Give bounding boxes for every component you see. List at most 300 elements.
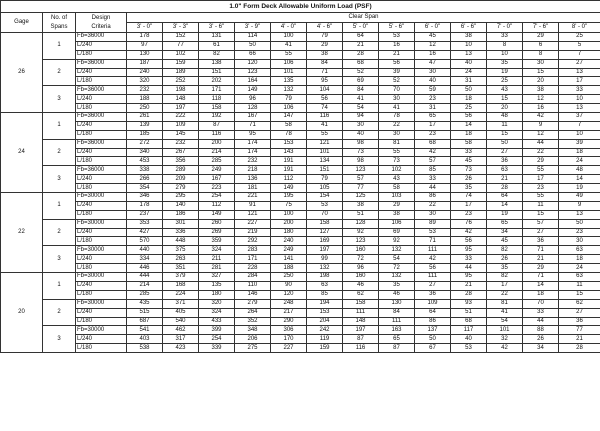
- load-value-cell: 69: [379, 228, 415, 237]
- load-value-cell: 78: [379, 113, 415, 122]
- load-value-cell: 379: [163, 273, 199, 282]
- design-criteria-cell: L/240: [76, 201, 127, 210]
- load-value-cell: 538: [127, 344, 163, 353]
- design-header-line1: Design: [91, 14, 111, 21]
- load-value-cell: 36: [559, 317, 600, 326]
- load-value-cell: 186: [163, 210, 199, 219]
- load-value-cell: 327: [199, 273, 235, 282]
- load-value-cell: 96: [235, 95, 271, 104]
- load-value-cell: 95: [451, 273, 487, 282]
- load-value-cell: 13: [451, 50, 487, 59]
- load-value-cell: 167: [235, 113, 271, 122]
- load-value-cell: 135: [271, 77, 307, 86]
- load-value-cell: 19: [487, 68, 523, 77]
- load-value-cell: 71: [523, 246, 559, 255]
- load-value-cell: 9: [523, 121, 559, 130]
- table-row: [1, 104, 600, 113]
- load-value-cell: 118: [199, 95, 235, 104]
- load-value-cell: 34: [523, 344, 559, 353]
- design-criteria-cell: L/180: [76, 317, 127, 326]
- gage-cell: 22: [1, 193, 43, 273]
- design-criteria-cell: L/240: [76, 255, 127, 264]
- load-value-cell: 10: [559, 95, 600, 104]
- load-value-cell: 154: [307, 193, 343, 202]
- span-column-header: 3' - 0": [127, 23, 163, 33]
- load-value-cell: 21: [487, 175, 523, 184]
- load-value-cell: 26: [487, 255, 523, 264]
- load-value-cell: 58: [451, 139, 487, 148]
- load-value-cell: 164: [235, 77, 271, 86]
- load-value-cell: 292: [235, 237, 271, 246]
- spans-cell: 1: [43, 33, 76, 60]
- design-criteria-cell: Fb=30000: [76, 246, 127, 255]
- load-value-cell: 153: [307, 308, 343, 317]
- load-value-cell: 105: [307, 184, 343, 193]
- table-row: [1, 33, 600, 42]
- load-value-cell: 30: [379, 95, 415, 104]
- load-value-cell: 106: [271, 104, 307, 113]
- load-value-cell: 301: [163, 219, 199, 228]
- load-value-cell: 87: [199, 121, 235, 130]
- load-value-cell: 284: [235, 273, 271, 282]
- load-value-cell: 67: [415, 344, 451, 353]
- table-row: [1, 68, 600, 77]
- load-value-cell: 46: [343, 281, 379, 290]
- load-value-cell: 40: [343, 130, 379, 139]
- load-value-cell: 15: [523, 68, 559, 77]
- load-value-cell: 93: [451, 299, 487, 308]
- table-row: [1, 273, 600, 282]
- design-criteria-cell: L/180: [76, 104, 127, 113]
- design-criteria-cell: L/240: [76, 41, 127, 50]
- load-value-cell: 65: [415, 113, 451, 122]
- load-value-cell: 440: [127, 246, 163, 255]
- load-value-cell: 8: [487, 41, 523, 50]
- design-criteria-cell: Fb=30000: [76, 273, 127, 282]
- load-value-cell: 33: [451, 255, 487, 264]
- table-row: [1, 264, 600, 273]
- load-value-cell: 346: [127, 193, 163, 202]
- load-value-cell: 135: [199, 281, 235, 290]
- load-value-cell: 29: [523, 33, 559, 42]
- load-value-cell: 88: [523, 326, 559, 335]
- load-value-cell: 116: [343, 344, 379, 353]
- load-value-cell: 15: [523, 210, 559, 219]
- load-value-cell: 324: [199, 308, 235, 317]
- load-value-cell: 12: [415, 41, 451, 50]
- load-value-cell: 180: [271, 228, 307, 237]
- load-value-cell: 250: [271, 273, 307, 282]
- span-column-header: 4' - 0": [271, 23, 307, 33]
- load-value-cell: 260: [199, 219, 235, 228]
- design-criteria-cell: L/180: [76, 184, 127, 193]
- load-value-cell: 28: [451, 290, 487, 299]
- load-value-cell: 42: [415, 255, 451, 264]
- load-value-cell: 169: [307, 237, 343, 246]
- load-value-cell: 250: [127, 104, 163, 113]
- load-value-cell: 5: [559, 41, 600, 50]
- load-value-cell: 171: [235, 255, 271, 264]
- load-value-cell: 348: [235, 326, 271, 335]
- load-value-cell: 159: [163, 59, 199, 68]
- load-value-cell: 101: [487, 326, 523, 335]
- load-value-cell: 28: [559, 344, 600, 353]
- load-value-cell: 35: [379, 281, 415, 290]
- load-value-cell: 38: [451, 33, 487, 42]
- load-value-cell: 111: [415, 246, 451, 255]
- load-value-cell: 38: [523, 86, 559, 95]
- load-value-cell: 290: [271, 317, 307, 326]
- table-row: [1, 41, 600, 50]
- load-value-cell: 40: [451, 59, 487, 68]
- load-value-cell: 168: [163, 281, 199, 290]
- load-value-cell: 104: [307, 86, 343, 95]
- design-criteria-cell: L/240: [76, 308, 127, 317]
- load-value-cell: 8: [523, 50, 559, 59]
- design-criteria-cell: L/180: [76, 157, 127, 166]
- load-value-cell: 44: [451, 264, 487, 273]
- load-value-cell: 55: [523, 166, 559, 175]
- load-value-cell: 48: [559, 166, 600, 175]
- load-value-cell: 101: [307, 148, 343, 157]
- load-value-cell: 11: [559, 281, 600, 290]
- load-value-cell: 101: [271, 68, 307, 77]
- load-value-cell: 64: [487, 193, 523, 202]
- load-value-cell: 30: [343, 121, 379, 130]
- load-value-cell: 285: [127, 290, 163, 299]
- load-value-cell: 42: [523, 113, 559, 122]
- load-value-cell: 141: [271, 255, 307, 264]
- load-value-cell: 28: [343, 50, 379, 59]
- load-value-cell: 338: [127, 166, 163, 175]
- load-value-cell: 240: [271, 237, 307, 246]
- load-value-cell: 45: [487, 237, 523, 246]
- load-value-cell: 14: [559, 175, 600, 184]
- span-column-header: 3' - 6": [199, 23, 235, 33]
- design-criteria-cell: Fb=30000: [76, 299, 127, 308]
- table-row: [1, 193, 600, 202]
- load-value-cell: 198: [163, 86, 199, 95]
- design-criteria-cell: L/240: [76, 175, 127, 184]
- spans-cell: 1: [43, 273, 76, 300]
- design-criteria-cell: Fb=36000: [76, 139, 127, 148]
- table-row: [1, 175, 600, 184]
- table-row: [1, 166, 600, 175]
- gage-cell: 24: [1, 113, 43, 193]
- load-value-cell: 188: [271, 264, 307, 273]
- table-row: [1, 308, 600, 317]
- spans-cell: 3: [43, 86, 76, 113]
- load-value-cell: 71: [415, 237, 451, 246]
- load-value-cell: 223: [199, 184, 235, 193]
- load-value-cell: 55: [523, 193, 559, 202]
- load-value-cell: 36: [487, 157, 523, 166]
- load-value-cell: 317: [163, 335, 199, 344]
- load-value-cell: 45: [451, 157, 487, 166]
- load-value-cell: 23: [559, 228, 600, 237]
- design-criteria-cell: Fb=36000: [76, 86, 127, 95]
- load-value-cell: 261: [127, 113, 163, 122]
- load-value-cell: 237: [127, 210, 163, 219]
- load-value-cell: 289: [163, 166, 199, 175]
- load-value-cell: 39: [559, 139, 600, 148]
- load-value-cell: 264: [235, 308, 271, 317]
- load-value-cell: 405: [163, 308, 199, 317]
- load-value-cell: 23: [415, 130, 451, 139]
- load-value-cell: 240: [127, 68, 163, 77]
- spans-cell: 2: [43, 219, 76, 246]
- load-value-cell: 149: [271, 184, 307, 193]
- table-row: [1, 290, 600, 299]
- load-value-cell: 214: [127, 281, 163, 290]
- load-value-cell: 178: [127, 33, 163, 42]
- design-criteria-cell: Fb=36000: [76, 166, 127, 175]
- clear-span-header: Clear Span: [127, 13, 600, 23]
- load-value-cell: 242: [307, 326, 343, 335]
- load-value-cell: 224: [163, 290, 199, 299]
- load-value-cell: 46: [379, 290, 415, 299]
- load-value-cell: 70: [307, 210, 343, 219]
- load-value-cell: 35: [451, 184, 487, 193]
- load-value-cell: 30: [523, 59, 559, 68]
- load-value-cell: 149: [199, 210, 235, 219]
- design-criteria-cell: L/180: [76, 210, 127, 219]
- load-value-cell: 73: [379, 157, 415, 166]
- load-value-cell: 13: [559, 210, 600, 219]
- table-row: [1, 255, 600, 264]
- load-value-cell: 18: [559, 255, 600, 264]
- load-value-cell: 13: [559, 68, 600, 77]
- load-value-cell: 34: [487, 228, 523, 237]
- load-value-cell: 53: [415, 228, 451, 237]
- load-value-cell: 13: [559, 104, 600, 113]
- load-value-cell: 145: [163, 130, 199, 139]
- load-value-cell: 95: [235, 130, 271, 139]
- spans-cell: 3: [43, 166, 76, 193]
- table-row: [1, 228, 600, 237]
- load-value-cell: 17: [559, 77, 600, 86]
- load-value-cell: 158: [199, 104, 235, 113]
- load-value-cell: 252: [163, 77, 199, 86]
- load-value-cell: 43: [487, 86, 523, 95]
- load-value-cell: 27: [559, 59, 600, 68]
- load-value-cell: 29: [523, 157, 559, 166]
- load-value-cell: 109: [163, 121, 199, 130]
- load-value-cell: 25: [451, 104, 487, 113]
- table-row: [1, 344, 600, 353]
- load-value-cell: 423: [163, 344, 199, 353]
- design-criteria-cell: L/240: [76, 335, 127, 344]
- span-column-header: 7' - 0": [487, 23, 523, 33]
- load-value-cell: 185: [127, 130, 163, 139]
- load-value-cell: 541: [127, 326, 163, 335]
- load-value-cell: 85: [307, 290, 343, 299]
- load-value-cell: 78: [271, 130, 307, 139]
- load-value-cell: 53: [379, 33, 415, 42]
- table-row: [1, 237, 600, 246]
- load-value-cell: 63: [559, 246, 600, 255]
- load-value-cell: 121: [235, 210, 271, 219]
- load-value-cell: 453: [127, 157, 163, 166]
- load-value-cell: 151: [199, 68, 235, 77]
- load-value-cell: 192: [199, 113, 235, 122]
- load-value-cell: 50: [559, 219, 600, 228]
- load-value-cell: 75: [271, 201, 307, 210]
- load-value-cell: 170: [271, 335, 307, 344]
- load-value-cell: 73: [343, 148, 379, 157]
- load-value-cell: 283: [235, 246, 271, 255]
- load-value-cell: 158: [343, 299, 379, 308]
- load-value-cell: 92: [379, 237, 415, 246]
- load-value-cell: 14: [451, 121, 487, 130]
- load-value-cell: 71: [307, 68, 343, 77]
- load-value-cell: 248: [271, 299, 307, 308]
- load-value-cell: 94: [343, 113, 379, 122]
- load-value-cell: 254: [199, 193, 235, 202]
- load-value-cell: 30: [559, 237, 600, 246]
- table-row: [1, 50, 600, 59]
- design-criteria-cell: L/180: [76, 290, 127, 299]
- load-value-cell: 254: [199, 335, 235, 344]
- load-value-cell: 36: [523, 237, 559, 246]
- design-criteria-cell: Fb=30000: [76, 219, 127, 228]
- spans-cell: 3: [43, 326, 76, 353]
- load-value-cell: 30: [415, 210, 451, 219]
- load-value-cell: 6: [523, 41, 559, 50]
- load-value-cell: 48: [487, 113, 523, 122]
- load-value-cell: 111: [415, 273, 451, 282]
- load-value-cell: 68: [415, 139, 451, 148]
- table-row: [1, 184, 600, 193]
- span-column-header: 5' - 0": [343, 23, 379, 33]
- load-value-cell: 120: [271, 290, 307, 299]
- load-value-cell: 16: [523, 104, 559, 113]
- table-row: [1, 326, 600, 335]
- spans-cell: 2: [43, 139, 76, 166]
- load-value-cell: 91: [235, 201, 271, 210]
- load-value-cell: 56: [451, 113, 487, 122]
- load-value-cell: 56: [415, 264, 451, 273]
- load-value-cell: 54: [487, 317, 523, 326]
- load-value-cell: 21: [559, 335, 600, 344]
- load-value-cell: 132: [307, 264, 343, 273]
- load-value-cell: 148: [343, 317, 379, 326]
- gage-header: Gage: [1, 13, 43, 33]
- load-value-cell: 359: [199, 237, 235, 246]
- load-value-cell: 351: [163, 264, 199, 273]
- load-value-cell: 33: [487, 33, 523, 42]
- load-value-cell: 540: [163, 317, 199, 326]
- load-value-cell: 279: [163, 184, 199, 193]
- design-criteria-cell: Fb=30000: [76, 193, 127, 202]
- load-value-cell: 123: [343, 237, 379, 246]
- load-value-cell: 39: [379, 68, 415, 77]
- load-value-cell: 515: [127, 308, 163, 317]
- load-value-cell: 100: [271, 33, 307, 42]
- load-value-cell: 71: [235, 121, 271, 130]
- design-criteria-cell: L/240: [76, 148, 127, 157]
- load-value-cell: 73: [451, 166, 487, 175]
- load-value-cell: 202: [199, 77, 235, 86]
- load-value-cell: 132: [379, 273, 415, 282]
- load-value-cell: 51: [451, 308, 487, 317]
- load-value-cell: 82: [199, 50, 235, 59]
- title-row: [1, 1, 600, 13]
- design-criteria-cell: Fb=36000: [76, 113, 127, 122]
- load-value-cell: 123: [343, 166, 379, 175]
- load-value-cell: 249: [271, 246, 307, 255]
- load-value-cell: 64: [343, 33, 379, 42]
- load-value-cell: 10: [487, 50, 523, 59]
- load-value-cell: 138: [199, 59, 235, 68]
- load-value-cell: 130: [127, 50, 163, 59]
- load-value-cell: 187: [127, 59, 163, 68]
- load-value-cell: 158: [307, 219, 343, 228]
- spans-cell: 1: [43, 113, 76, 140]
- table-row: [1, 130, 600, 139]
- load-value-cell: 195: [271, 193, 307, 202]
- load-value-cell: 74: [307, 104, 343, 113]
- design-criteria-cell: L/240: [76, 68, 127, 77]
- table-row: [1, 201, 600, 210]
- load-value-cell: 66: [235, 50, 271, 59]
- load-value-cell: 63: [487, 166, 523, 175]
- load-value-cell: 53: [307, 201, 343, 210]
- load-value-cell: 354: [127, 184, 163, 193]
- load-value-cell: 272: [127, 139, 163, 148]
- load-value-cell: 68: [343, 59, 379, 68]
- spans-header-line2: Spans: [50, 23, 68, 30]
- load-value-cell: 37: [559, 113, 600, 122]
- load-value-cell: 49: [559, 193, 600, 202]
- load-value-cell: 27: [559, 308, 600, 317]
- load-value-cell: 44: [415, 184, 451, 193]
- design-criteria-cell: Fb=30000: [76, 326, 127, 335]
- design-criteria-cell: L/240: [76, 281, 127, 290]
- table-row: [1, 246, 600, 255]
- spans-cell: 1: [43, 193, 76, 220]
- load-value-cell: 194: [307, 299, 343, 308]
- load-value-cell: 41: [487, 308, 523, 317]
- load-value-cell: 21: [523, 255, 559, 264]
- load-value-cell: 21: [343, 41, 379, 50]
- load-value-cell: 87: [343, 335, 379, 344]
- load-value-cell: 178: [127, 201, 163, 210]
- load-value-cell: 27: [523, 228, 559, 237]
- load-value-cell: 433: [199, 317, 235, 326]
- load-value-cell: 222: [163, 113, 199, 122]
- load-value-cell: 324: [199, 246, 235, 255]
- load-value-cell: 163: [379, 326, 415, 335]
- load-value-cell: 197: [343, 326, 379, 335]
- load-value-cell: 63: [559, 273, 600, 282]
- load-value-cell: 52: [343, 68, 379, 77]
- load-value-cell: 47: [415, 59, 451, 68]
- load-value-cell: 217: [271, 308, 307, 317]
- load-value-cell: 44: [523, 317, 559, 326]
- load-value-cell: 31: [451, 77, 487, 86]
- load-value-cell: 62: [559, 299, 600, 308]
- load-value-cell: 106: [379, 219, 415, 228]
- load-value-cell: 30: [415, 68, 451, 77]
- spans-cell: 2: [43, 59, 76, 86]
- load-value-cell: 130: [379, 299, 415, 308]
- load-value-cell: 131: [199, 33, 235, 42]
- table-row: [1, 317, 600, 326]
- load-value-cell: 198: [307, 273, 343, 282]
- load-value-cell: 18: [523, 290, 559, 299]
- load-value-cell: 120: [235, 59, 271, 68]
